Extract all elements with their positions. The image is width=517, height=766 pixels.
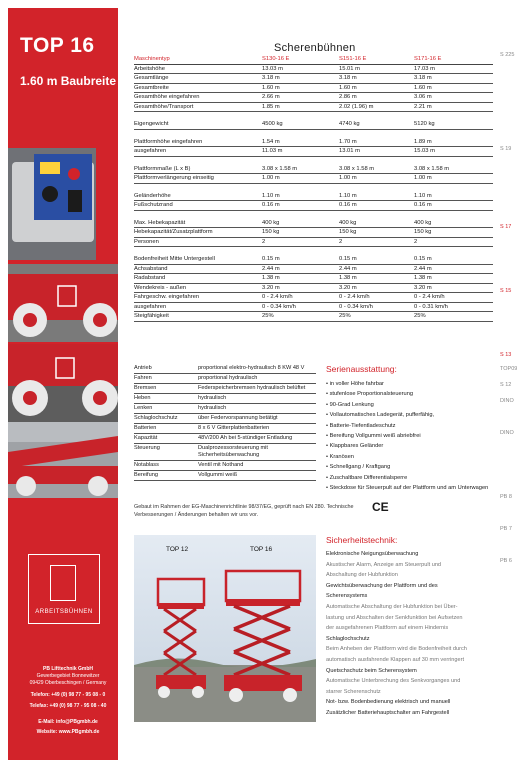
safety-line: Not- bzw. Bodenbedienung elektrisch und manuell bbox=[326, 699, 451, 706]
drive-key: Heben bbox=[134, 395, 151, 401]
drive-key: Steuerung bbox=[134, 445, 160, 451]
bullet-icon: • bbox=[326, 433, 330, 440]
spec-cell: Plattformmaße (L x B) bbox=[134, 165, 191, 172]
spec-cell: Eigengewicht bbox=[134, 121, 169, 127]
photo-label-top16: TOP 16 bbox=[250, 546, 273, 553]
spec-cell: 13.03 m bbox=[262, 65, 283, 72]
spec-cell: 0 - 0.34 km/h bbox=[339, 303, 373, 310]
drive-row bbox=[134, 471, 316, 481]
drive-table bbox=[134, 364, 316, 481]
safety-line: Schlaglochschutz bbox=[326, 635, 370, 642]
equipment-item bbox=[326, 431, 498, 441]
spec-cell: ausgefahren bbox=[134, 148, 167, 154]
spec-cell: ausgefahren bbox=[134, 303, 167, 310]
spec-cell: 4500 kg bbox=[262, 121, 283, 127]
equipment-text: stufenlose Proportionalsteuerung bbox=[329, 391, 414, 398]
drive-row bbox=[134, 374, 316, 384]
drive-value: hydraulisch bbox=[198, 395, 227, 401]
spec-cell: 3.18 m bbox=[339, 75, 357, 81]
wheel-photo bbox=[8, 344, 118, 422]
spec-cell: S130-16 E bbox=[262, 56, 290, 62]
drive-value: 8 x 6 V Gitterplattenbatterien bbox=[198, 425, 270, 431]
drive-key: Fahren bbox=[134, 375, 152, 381]
ce-note: Gebaut im Rahmen der EG-Maschinenrichtlinie 98/37/EG, geprüft nach EN 280. Technische Verbesserungen / Änderungen behalten wir uns vor. bbox=[134, 504, 354, 518]
spec-cell: 2.44 m bbox=[262, 265, 280, 272]
spec-cell: 1.38 m bbox=[414, 275, 432, 281]
drive-key: Lenken bbox=[134, 405, 153, 411]
fax: Telefax: +49 (0) 98 77 - 95 08 - 40 bbox=[29, 703, 107, 709]
drive-row bbox=[134, 434, 316, 444]
equipment-text: Zuschaltbare Differentialsperre bbox=[329, 474, 408, 481]
spec-cell: 1.60 m bbox=[339, 84, 357, 91]
drive-key: Bremsen bbox=[134, 385, 157, 391]
spec-cell: Steigfähigkeit bbox=[134, 313, 169, 319]
edge-label: S 225 bbox=[500, 52, 515, 58]
spec-cell: 1.70 m bbox=[339, 138, 357, 145]
drive-value: Federspeicherbremsen hydraulisch belüftet bbox=[198, 385, 306, 391]
drive-value: Dualprozessorsteuerung mit Sicherheitsüberwachung bbox=[198, 445, 268, 458]
spec-row bbox=[134, 274, 493, 284]
spec-row bbox=[134, 84, 493, 94]
spec-header-row bbox=[134, 55, 493, 65]
pb-logo-mark bbox=[50, 565, 76, 601]
spec-cell: S151-16 E bbox=[339, 56, 367, 62]
chassis-photo bbox=[8, 264, 118, 342]
company-name: PB Lifttechnik GmbH bbox=[42, 666, 93, 672]
spec-row bbox=[134, 219, 493, 229]
spec-cell: 2.44 m bbox=[339, 265, 357, 272]
bullet-icon: • bbox=[326, 485, 330, 492]
equipment-item bbox=[326, 379, 498, 389]
spec-cell: 0.15 m bbox=[262, 256, 280, 262]
drive-row bbox=[134, 384, 316, 394]
edge-label: PB 8 bbox=[500, 494, 512, 500]
drive-row bbox=[134, 394, 316, 404]
safety-line: Beim Anheben der Plattform wird die Bodenfreiheit durch bbox=[326, 646, 467, 653]
spec-row bbox=[134, 312, 493, 322]
spec-cell: 0.16 m bbox=[414, 202, 432, 208]
spec-cell: 0.16 m bbox=[339, 202, 357, 208]
spec-row bbox=[134, 65, 493, 75]
bullet-icon: • bbox=[326, 443, 330, 450]
drive-value: hydraulisch bbox=[198, 405, 227, 411]
safety-line: Quetschschutz beim Scherensystem bbox=[326, 667, 417, 674]
drive-value: proportional hydraulisch bbox=[198, 375, 258, 381]
spec-cell: Arbeitshöhe bbox=[134, 65, 165, 72]
spec-cell: Radabstand bbox=[134, 275, 166, 281]
safety-line: der ausgefahrenen Plattform auf einem Hindernis bbox=[326, 625, 449, 632]
product-photo bbox=[134, 535, 316, 722]
spec-cell: 2.66 m bbox=[262, 94, 280, 100]
spec-cell: 2 bbox=[262, 238, 266, 245]
spec-cell: 13.01 m bbox=[339, 148, 360, 154]
equipment-item bbox=[326, 410, 498, 420]
spec-cell: 3.08 x 1.58 m bbox=[262, 165, 298, 172]
spec-cell: S171-16 E bbox=[414, 56, 442, 62]
spec-cell: Max. Hebekapazität bbox=[134, 219, 186, 226]
drive-key: Notablass bbox=[134, 462, 159, 468]
drive-key: Antrieb bbox=[134, 365, 152, 371]
spec-cell: Bodenfreiheit Mitte Untergestell bbox=[134, 256, 215, 262]
spec-cell: 2 bbox=[339, 238, 343, 245]
drive-key: Bereifung bbox=[134, 472, 158, 478]
equipment-item bbox=[326, 462, 498, 472]
photo-label-top12: TOP 12 bbox=[166, 546, 189, 553]
model-subtitle: 1.60 m Baubreite bbox=[20, 74, 117, 88]
spec-cell: Plattformhöhe eingefahren bbox=[134, 138, 203, 145]
equipment-text: Bereifung Vollgummi weiß abriebfrei bbox=[329, 433, 421, 440]
spec-cell: 5120 kg bbox=[414, 121, 435, 127]
spec-row bbox=[134, 201, 493, 211]
edge-label: S 19 bbox=[500, 146, 512, 152]
spec-cell: 3.18 m bbox=[414, 75, 432, 81]
model-title: TOP 16 bbox=[20, 34, 95, 57]
equipment-item bbox=[326, 452, 498, 462]
spec-cell: 25% bbox=[262, 313, 274, 319]
spec-cell: 0 - 2.4 km/h bbox=[262, 294, 293, 300]
bullet-icon: • bbox=[326, 401, 330, 408]
spec-cell: 0 - 0.31 km/h bbox=[414, 303, 448, 310]
ce-mark: CE bbox=[372, 500, 389, 514]
edge-label: S 13 bbox=[500, 352, 512, 358]
spec-cell: 1.60 m bbox=[262, 84, 280, 91]
spec-row bbox=[134, 303, 493, 313]
spec-cell: 0 - 0.34 km/h bbox=[262, 303, 296, 310]
drive-row bbox=[134, 364, 316, 374]
spec-cell: 2.86 m bbox=[339, 94, 357, 100]
spec-cell: 25% bbox=[414, 313, 426, 319]
equipment-text: Klappbares Geländer bbox=[329, 443, 384, 450]
spec-cell: 1.10 m bbox=[339, 192, 357, 199]
bullet-icon: • bbox=[326, 381, 330, 387]
equipment-text: in voller Höhe fahrbar bbox=[329, 381, 384, 387]
drive-value: Vollgummi weiß bbox=[198, 472, 238, 478]
edge-label: PB 7 bbox=[500, 526, 512, 532]
spec-cell: Gesamthöhe/Transport bbox=[134, 103, 194, 110]
spec-cell: 1.10 m bbox=[414, 192, 432, 199]
spec-cell: 1.00 m bbox=[339, 175, 357, 181]
spec-cell: Fußschutzrand bbox=[134, 202, 173, 208]
spec-cell: 3.18 m bbox=[262, 75, 280, 81]
safety-line: automatisch ausfahrende Klappen auf 30 mm verringert bbox=[326, 656, 465, 663]
drive-key: Batterien bbox=[134, 425, 157, 431]
spec-cell: Plattformverlängerung einseitig bbox=[134, 175, 214, 181]
spec-cell: 15.01 m bbox=[339, 65, 360, 72]
spec-cell: 1.10 m bbox=[262, 192, 280, 199]
safety-features bbox=[326, 535, 498, 719]
drive-key: Schlaglochschutz bbox=[134, 415, 178, 421]
safety-line: Elektronische Neigungsüberwachung bbox=[326, 551, 419, 557]
drive-row bbox=[134, 444, 316, 461]
drive-value: über Federvorspannung betätigt bbox=[198, 415, 278, 421]
safety-line: Zusätzlicher Batteriehauptschalter am Fahrgestell bbox=[326, 709, 450, 716]
spec-cell: Gesamthöhe eingefahren bbox=[134, 94, 200, 100]
edge-label: DINO bbox=[500, 398, 514, 404]
scaffold-photo bbox=[8, 422, 118, 498]
spec-cell: 400 kg bbox=[339, 219, 357, 226]
spec-cell: Geländerhöhe bbox=[134, 192, 171, 199]
drive-row bbox=[134, 461, 316, 471]
equipment-text: Vollautomatisches Ladegerät, pufferfähig, bbox=[329, 412, 435, 419]
spec-cell: 15.03 m bbox=[414, 148, 435, 154]
spec-row bbox=[134, 255, 493, 265]
drive-row bbox=[134, 414, 316, 424]
spec-cell: Wendekreis - außen bbox=[134, 284, 187, 291]
spec-cell: 2.21 m bbox=[414, 103, 432, 110]
sidebar bbox=[8, 8, 118, 760]
website: Website: www.PBgmbh.de bbox=[36, 729, 100, 735]
edge-label: S 15 bbox=[500, 288, 512, 294]
spec-row bbox=[134, 265, 493, 275]
spec-row bbox=[134, 103, 493, 113]
spec-cell: 2.02 (1.96) m bbox=[339, 103, 374, 110]
spec-row bbox=[134, 138, 493, 148]
spec-row bbox=[134, 93, 493, 103]
equipment-item bbox=[326, 421, 498, 431]
spec-cell: 3.20 m bbox=[262, 284, 280, 291]
spec-cell: 1.60 m bbox=[414, 84, 432, 91]
spec-cell: 25% bbox=[339, 313, 351, 319]
equipment-item bbox=[326, 441, 498, 451]
drive-row bbox=[134, 424, 316, 434]
edge-label: S 17 bbox=[500, 224, 512, 230]
edge-label: PB 6 bbox=[500, 558, 512, 564]
spec-cell: 150 kg bbox=[414, 229, 432, 235]
bullet-icon: • bbox=[326, 391, 330, 398]
spec-row bbox=[134, 174, 493, 184]
drive-value: proportional elektro-hydraulisch 8 KW 48 V bbox=[198, 365, 305, 371]
spec-cell: Gesamtbreite bbox=[134, 84, 169, 91]
spec-cell: 150 kg bbox=[339, 229, 357, 235]
safety-line: lastung und Abschalten der Senkfunktion bei Aufsetzen bbox=[326, 614, 463, 621]
drive-key: Kapazität bbox=[134, 435, 158, 441]
equipment-item bbox=[326, 389, 498, 399]
drive-value: 48V/200 Ah bei 5-stündiger Entladung bbox=[198, 435, 293, 441]
spec-cell: Maschinentyp bbox=[134, 56, 170, 62]
equipment-text: Schnellgang / Kraftgang bbox=[329, 464, 391, 471]
edge-label: TOP09 bbox=[500, 366, 517, 372]
edge-label: S 12 bbox=[500, 382, 512, 388]
spec-cell: 1.89 m bbox=[414, 138, 432, 145]
spec-cell: 0.15 m bbox=[339, 256, 357, 262]
equipment-text: Steckdose für Steuerpult auf der Plattform und am Unterwagen bbox=[329, 485, 489, 492]
drive-value: Ventil mit Nothand bbox=[198, 462, 244, 468]
equipment-item bbox=[326, 400, 498, 410]
edge-label: DINO bbox=[500, 430, 514, 436]
spec-cell: Fahrgeschw. eingefahren bbox=[134, 294, 200, 300]
spec-cell: 2.44 m bbox=[414, 265, 432, 272]
equipment-text: 90-Grad Lenkung bbox=[329, 401, 374, 408]
spec-cell: 4740 kg bbox=[339, 121, 360, 127]
safety-line: Scherensystems bbox=[326, 593, 368, 600]
spec-cell: 400 kg bbox=[414, 219, 432, 226]
equipment-item bbox=[326, 483, 498, 493]
spec-cell: 0 - 2.4 km/h bbox=[339, 294, 370, 300]
equipment-text: Batterie-Tiefentladeschutz bbox=[329, 422, 396, 429]
equipment-item bbox=[326, 473, 498, 483]
bullet-icon: • bbox=[326, 464, 330, 471]
spec-table bbox=[134, 55, 493, 322]
spec-cell: 0.15 m bbox=[414, 256, 432, 262]
spec-cell: 0 - 2.4 km/h bbox=[414, 294, 445, 300]
spec-row bbox=[134, 165, 493, 175]
address-line-1: Gewerbegebiet Bonnewitzer bbox=[36, 673, 100, 679]
spec-cell: 1.38 m bbox=[339, 275, 357, 281]
spec-row bbox=[134, 284, 493, 294]
safety-line: Akustischer Alarm, Anzeige am Steuerpult und bbox=[326, 561, 442, 568]
spec-cell: 3.20 m bbox=[339, 284, 357, 291]
spec-cell: 3.08 x 1.58 m bbox=[339, 165, 375, 172]
spec-cell: 400 kg bbox=[262, 219, 280, 226]
spec-row bbox=[134, 293, 493, 303]
spec-cell: Hebekapazität/Zusatzplattform bbox=[134, 229, 213, 235]
safety-heading: Sicherheitstechnik: bbox=[326, 535, 398, 545]
safety-line: Automatische Abschaltung der Hubfunktion bei Über- bbox=[326, 603, 458, 610]
bullet-icon: • bbox=[326, 422, 330, 429]
spec-cell: Achsabstand bbox=[134, 265, 168, 272]
spec-cell: 11.03 m bbox=[262, 148, 283, 154]
spec-row bbox=[134, 147, 493, 157]
safety-line: Automatische Unterbrechung des Senkvorganges und bbox=[326, 678, 461, 685]
safety-line: starrer Scherenschutz bbox=[326, 688, 381, 695]
standard-equipment-heading: Serienausstattung: bbox=[326, 364, 397, 374]
spec-row bbox=[134, 238, 493, 248]
spec-cell: 3.08 x 1.58 m bbox=[414, 165, 450, 172]
safety-line: Abschaltung der Hubfunktion bbox=[326, 572, 398, 579]
safety-line: Gewichtsüberwachung der Plattform und des bbox=[326, 582, 438, 589]
control-panel-photo bbox=[8, 148, 118, 260]
bullet-icon: • bbox=[326, 453, 330, 460]
spec-cell: Gesamtlänge bbox=[134, 75, 169, 81]
spec-cell: 1.85 m bbox=[262, 103, 280, 110]
spec-cell: 3.06 m bbox=[414, 94, 432, 100]
spec-row bbox=[134, 192, 493, 202]
address-line-2: 09429 Oberbeschingen / Germany bbox=[29, 680, 107, 686]
spec-cell: 1.00 m bbox=[414, 175, 432, 181]
email: E-Mail: info@PBgmbh.de bbox=[38, 719, 98, 725]
spec-cell: 0.16 m bbox=[262, 202, 280, 208]
phone: Telefon: +49 (0) 98 77 - 95 08 - 0 bbox=[30, 692, 106, 698]
spec-cell: 1.54 m bbox=[262, 138, 280, 145]
bullet-icon: • bbox=[326, 412, 330, 419]
spec-row bbox=[134, 120, 493, 130]
equipment-text: Kranösen bbox=[329, 453, 354, 460]
pb-logo bbox=[28, 554, 100, 624]
spec-cell: 150 kg bbox=[262, 229, 280, 235]
drive-row bbox=[134, 404, 316, 414]
spec-row bbox=[134, 228, 493, 238]
spec-cell: 1.38 m bbox=[262, 275, 280, 281]
spec-cell: 1.00 m bbox=[262, 175, 280, 181]
standard-equipment bbox=[326, 364, 498, 493]
logo-caption: ARBEITSBÜHNEN bbox=[35, 609, 93, 615]
bullet-icon: • bbox=[326, 474, 330, 481]
spec-cell: 17.03 m bbox=[414, 65, 435, 72]
spec-cell: 2 bbox=[414, 238, 418, 245]
spec-row bbox=[134, 74, 493, 84]
section-title: Scherenbühnen bbox=[274, 42, 356, 54]
spec-cell: 3.20 m bbox=[414, 284, 432, 291]
spec-cell: Personen bbox=[134, 238, 159, 245]
